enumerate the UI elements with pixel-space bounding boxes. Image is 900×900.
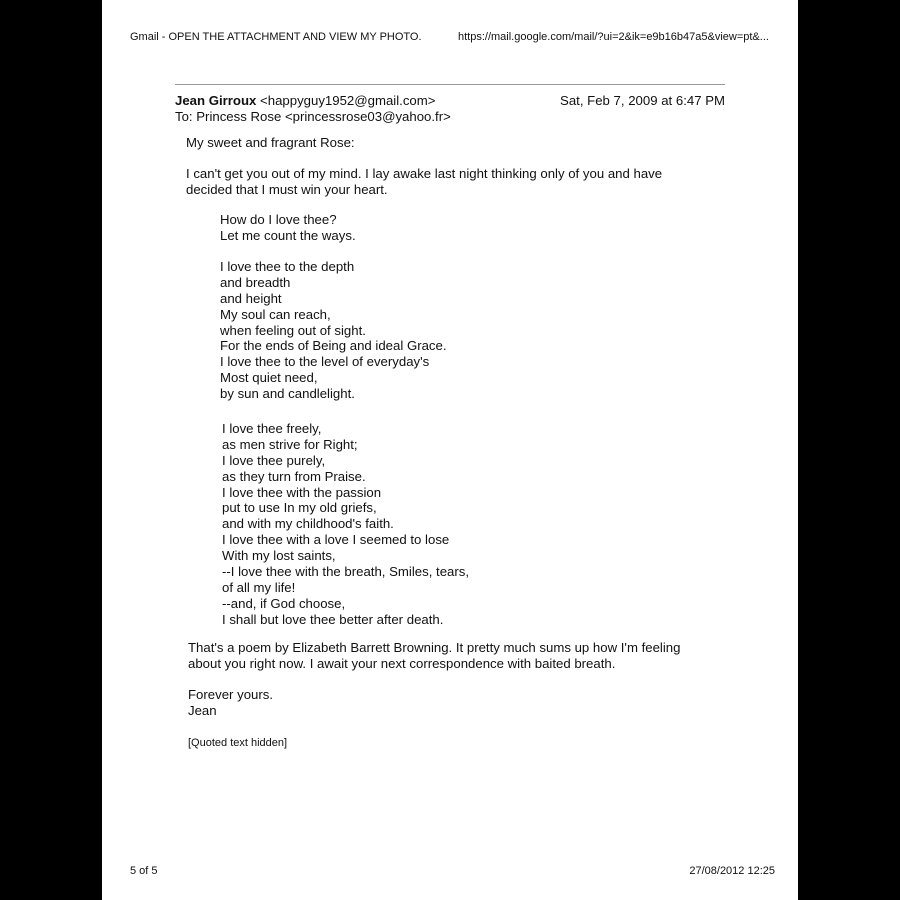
poem-line: when feeling out of sight. — [220, 322, 366, 338]
poem-line: I love thee freely, — [222, 421, 322, 436]
poem-line: of all my life! — [222, 579, 296, 595]
poem-line: Most quiet need, — [220, 370, 318, 386]
poem-stanza-2 — [220, 259, 447, 402]
printed-page — [102, 0, 798, 900]
recipient: Princess Rose <princessrose03@yahoo.fr> — [196, 109, 451, 124]
sent-date: Sat, Feb 7, 2009 at 6:47 PM — [560, 93, 725, 108]
poem-line: by sun and candlelight. — [220, 386, 355, 402]
poem-line: For the ends of Being and ideal Grace. — [220, 338, 447, 354]
closing-line: That's a poem by Elizabeth Barrett Browning. It pretty much sums up how I'm feeling — [188, 640, 681, 655]
sender-email: <happyguy1952@gmail.com> — [260, 93, 436, 108]
signoff — [188, 687, 273, 719]
poem-line: and breadth — [220, 274, 291, 290]
poem-line: I love thee to the depth — [220, 259, 355, 274]
quoted-text-hidden-link[interactable]: [Quoted text hidden] — [188, 737, 288, 749]
recipient-line — [175, 109, 451, 124]
print-header-title: Gmail - OPEN THE ATTACHMENT AND VIEW MY PHOTO. — [130, 31, 422, 43]
poem-line: I love thee with the passion — [222, 484, 382, 500]
poem-line: I shall but love thee better after death. — [222, 611, 444, 627]
poem-line: I love thee with a love I seemed to lose — [222, 532, 450, 548]
sender-name: Jean Girroux — [175, 93, 257, 108]
signoff-name: Jean — [188, 702, 217, 718]
sender-line — [175, 93, 435, 108]
poem-stanza-1 — [220, 212, 356, 244]
poem-line: as men strive for Right; — [222, 436, 358, 452]
print-header-url: https://mail.google.com/mail/?ui=2&ik=e9b16b47a5&view=pt&... — [458, 31, 769, 43]
print-timestamp: 27/08/2012 12:25 — [689, 865, 775, 877]
poem-line: and with my childhood's faith. — [222, 516, 394, 532]
poem-line: My soul can reach, — [220, 306, 331, 322]
poem-line: --and, if God choose, — [222, 595, 346, 611]
signoff-line: Forever yours. — [188, 687, 274, 702]
intro-paragraph — [186, 166, 662, 198]
page-number: 5 of 5 — [130, 865, 158, 877]
poem-line: and height — [220, 290, 282, 306]
intro-line: decided that I must win your heart. — [186, 181, 388, 197]
greeting-line: My sweet and fragrant Rose: — [186, 135, 355, 150]
poem-line: How do I love thee? — [220, 212, 337, 227]
closing-paragraph — [188, 640, 680, 672]
poem-line: as they turn from Praise. — [222, 468, 366, 484]
poem-line: I love thee to the level of everyday's — [220, 354, 430, 370]
header-divider — [175, 84, 725, 85]
to-label: To: — [175, 109, 193, 124]
closing-line: about you right now. I await your next correspondence with baited breath. — [188, 655, 616, 671]
poem-line: I love thee purely, — [222, 452, 326, 468]
poem-stanza-3 — [222, 421, 469, 628]
poem-line: put to use In my old griefs, — [222, 500, 377, 516]
greeting — [186, 135, 355, 151]
poem-line: Let me count the ways. — [220, 227, 356, 243]
intro-line: I can't get you out of my mind. I lay awake last night thinking only of you and have — [186, 166, 663, 181]
poem-line: With my lost saints, — [222, 548, 336, 564]
poem-line: --I love thee with the breath, Smiles, tears, — [222, 564, 470, 580]
